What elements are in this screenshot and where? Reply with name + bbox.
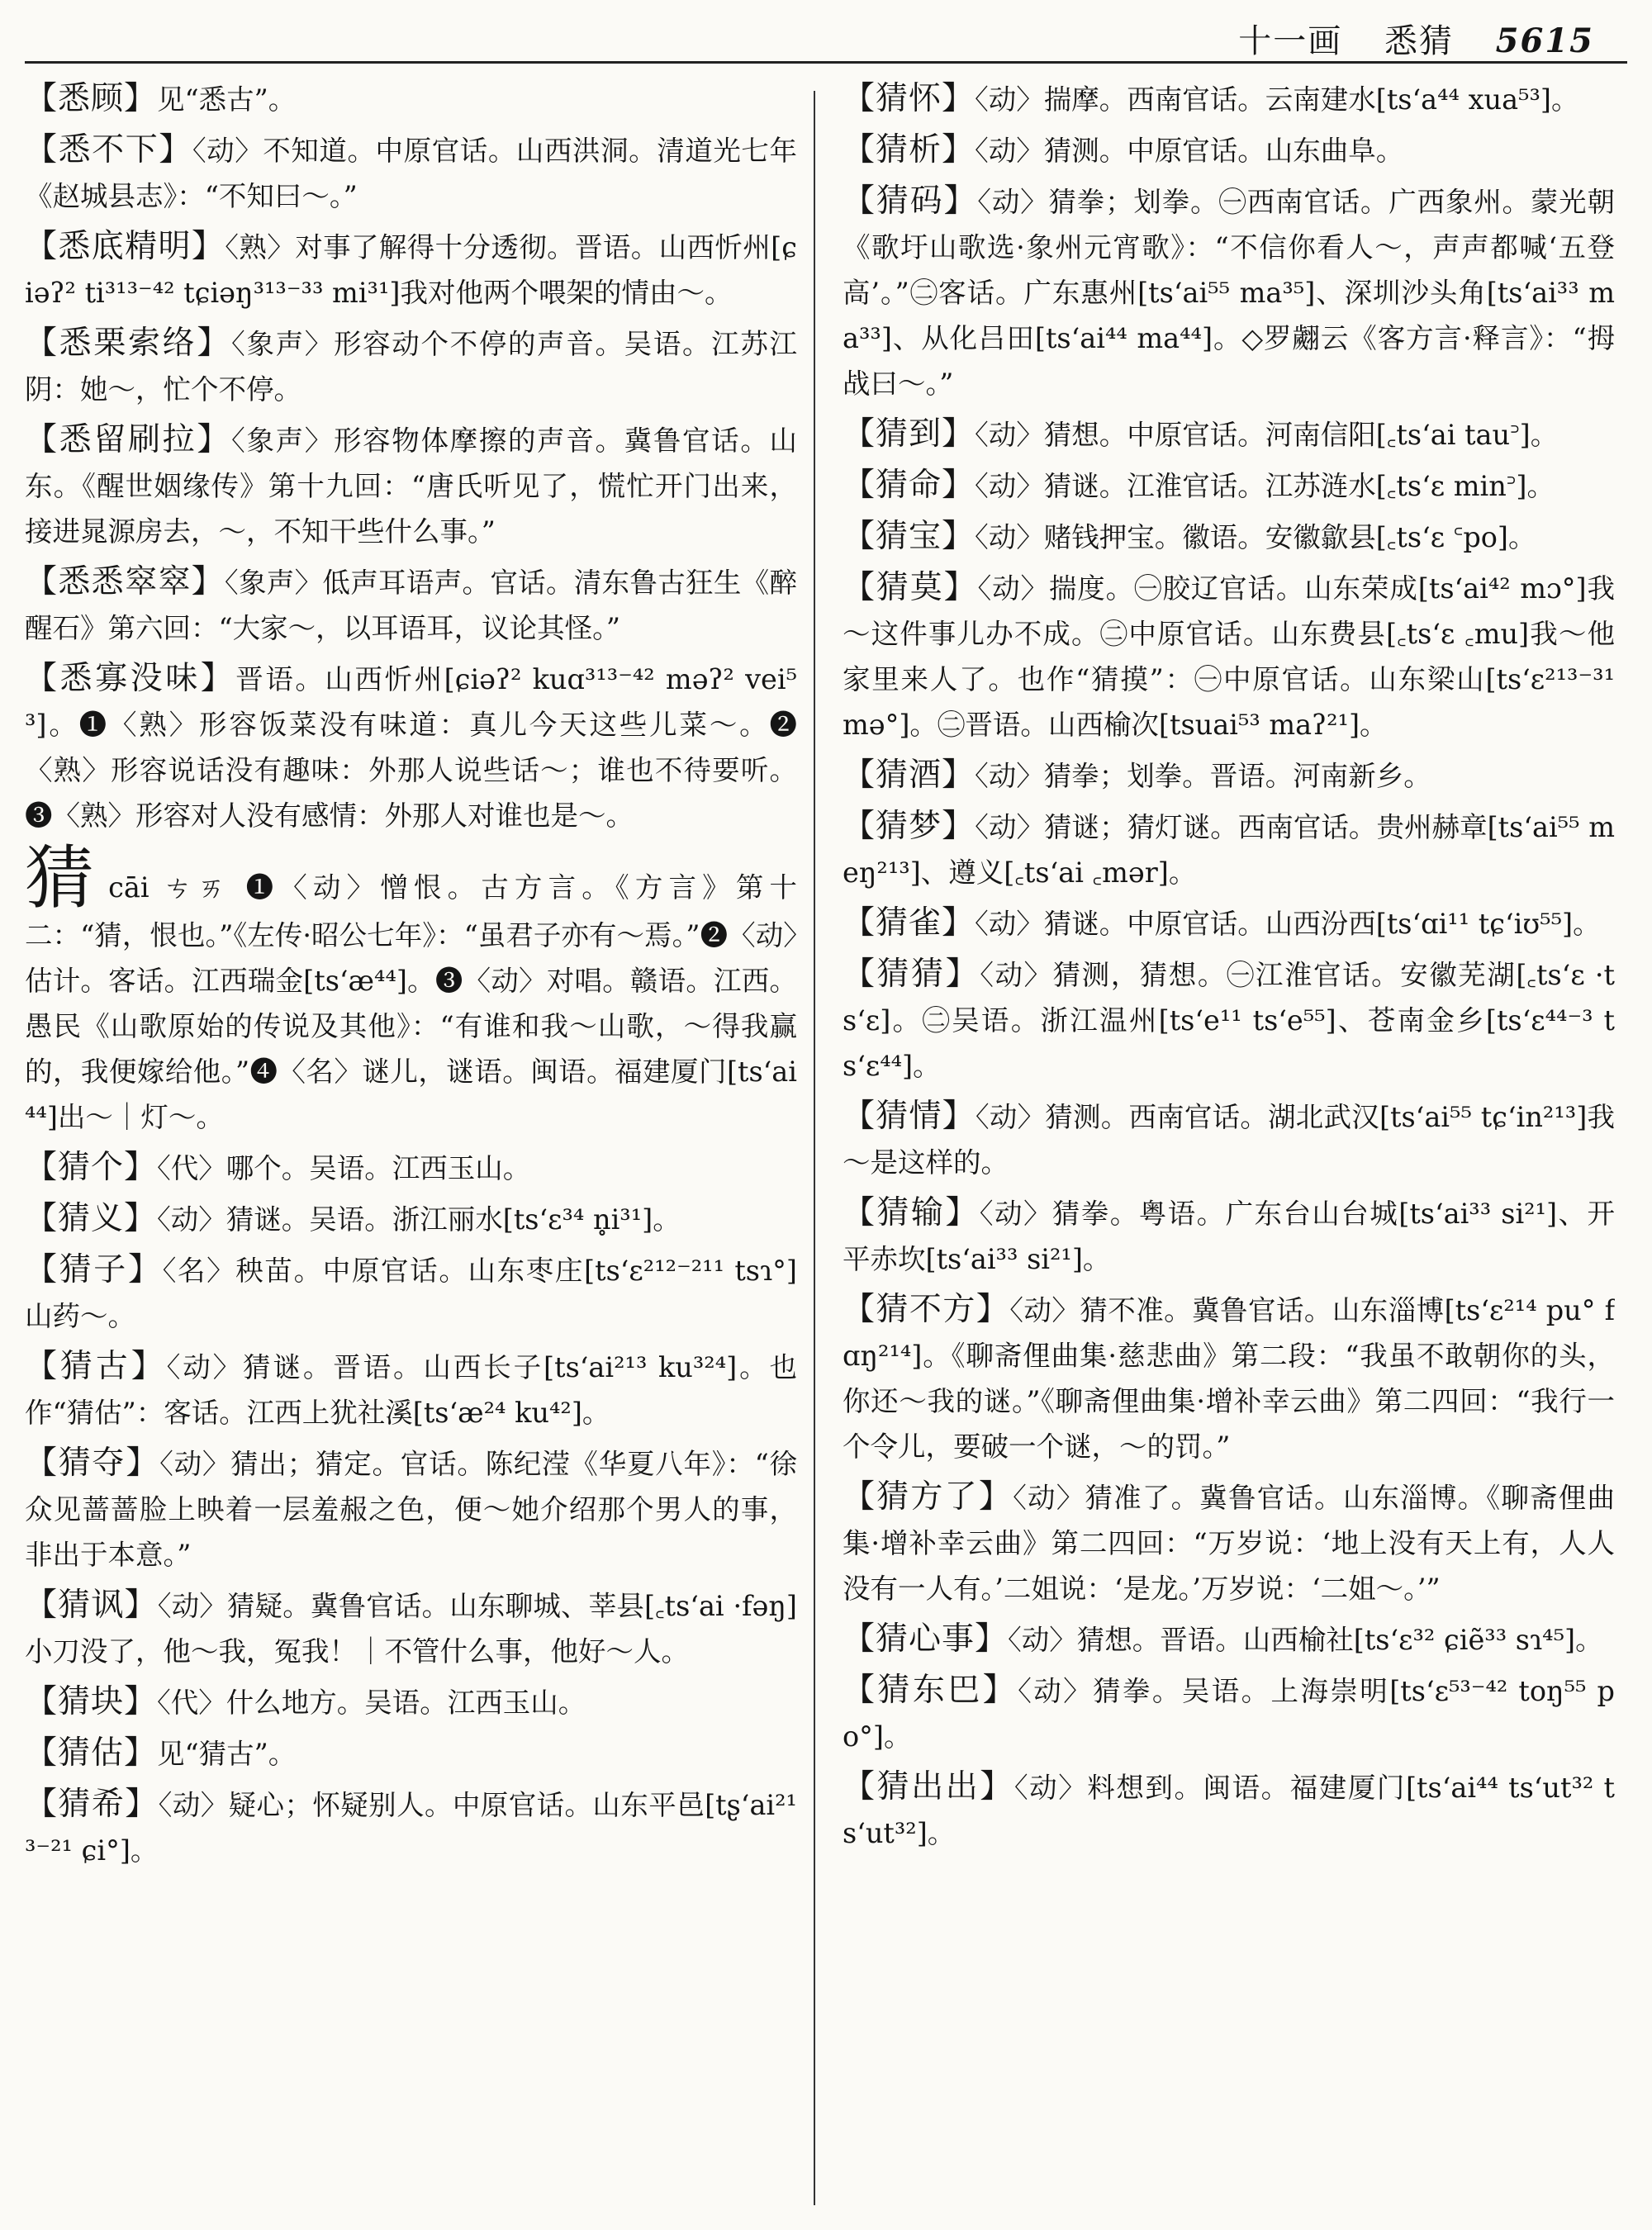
- dictionary-entry: [843, 804, 1615, 895]
- entry-headword: 【猜怀】: [843, 80, 976, 117]
- entry-headword: 【猜方了】: [843, 1478, 1014, 1516]
- right-column: [843, 76, 1615, 2215]
- entry-headword: 【猜莫】: [843, 569, 978, 606]
- dictionary-entry: [843, 1094, 1615, 1185]
- entry-definition: 见“悉古”。: [157, 83, 297, 116]
- dictionary-entry: [25, 1344, 797, 1435]
- dictionary-entry: [25, 559, 797, 651]
- entry-definition: 〈象声〉形容动个不停的声音。吴语。江苏江阴：她～，忙个不停。: [25, 328, 797, 406]
- entry-headword: 【悉不下】: [25, 131, 192, 168]
- entry-headword: 【猜讽】: [25, 1587, 158, 1624]
- dictionary-entry: [25, 320, 797, 412]
- entry-definition: 〈象声〉低声耳语声。官话。清东鲁古狂生《醉醒石》第六回：“大家～，以耳语耳，议论其怪。”: [25, 567, 797, 644]
- entry-definition: 〈动〉猜拳；划拳。㊀西南官话。广西象州。蒙光朝《歌圩山歌选·象州元宵歌》：“不信你看人～，声声都喊‘五登高’。”㊁客话。广东惠州[ts‘ai⁵⁵ ma³⁵]、深圳沙头角[ts‘ai³³ ma³³]、从化吕田[ts‘ai⁴⁴ ma⁴⁴]。◇罗翽云《客方言·释言》：“拇战曰～。”: [843, 186, 1615, 400]
- dictionary-entry: [843, 1190, 1615, 1282]
- entry-definition: 〈动〉猜出；猜定。官话。陈纪滢《华夏八年》：“徐众见蔷蔷脸上映着一层羞赧之色，便～她介绍那个男人的事，非出于本意。”: [25, 1448, 797, 1571]
- running-head: [1208, 15, 1594, 62]
- dictionary-entry: [25, 224, 797, 316]
- dictionary-entry: [843, 76, 1615, 122]
- stroke-section: 十一画: [1238, 22, 1343, 60]
- entry-definition: 〈动〉疑心；怀疑别人。中原官话。山东平邑[tʂ‘ai²¹³⁻²¹ ɕi°]。: [25, 1789, 797, 1867]
- entry-headword: 【猜梦】: [843, 808, 976, 845]
- entry-definition: 〈动〉猜想。中原官话。河南信阳[꜀ts‘ai tau꜄]。: [975, 419, 1559, 451]
- entry-definition: 〈动〉猜测，猜想。㊀江淮官话。安徽芜湖[꜀ts‘ɛ ·ts‘ɛ]。㊁吴语。浙江温州[ts‘e¹¹ ts‘e⁵⁵]、苍南金乡[ts‘ɛ⁴⁴⁻³ ts‘ɛ⁴⁴]。: [843, 959, 1615, 1082]
- entry-definition: 〈动〉猜疑。冀鲁官话。山东聊城、莘县[꜀ts‘ai ·fəŋ]小刀没了，他～我，冤我！｜不管什么事，他好～人。: [25, 1590, 797, 1668]
- entry-headword: 【猜酒】: [843, 757, 976, 794]
- entry-definition: 〈动〉猜测。中原官话。山东曲阜。: [975, 135, 1404, 167]
- dictionary-entry: [25, 1782, 797, 1873]
- dictionary-entry: [843, 411, 1615, 458]
- dictionary-entry: [843, 127, 1615, 173]
- dictionary-entry: [25, 1247, 797, 1339]
- dictionary-entry: [843, 514, 1615, 560]
- entry-headword: 【猜情】: [843, 1098, 976, 1135]
- dictionary-entry: [843, 178, 1615, 406]
- entry-headword: 【猜不方】: [843, 1291, 1010, 1328]
- entry-definition: 〈动〉猜谜。江淮官话。江苏涟水[꜀ts‘ɛ min꜄]。: [975, 470, 1555, 502]
- entry-headword: 【猜块】: [25, 1683, 158, 1720]
- entry-definition: 〈象声〉形容物体摩擦的声音。冀鲁官话。山东。《醒世姻缘传》第十九回：“唐氏听见了，慌忙开门出来，接进晁源房去，～，不知干些什么事。”: [25, 425, 797, 548]
- entry-definition: 〈动〉猜谜。中原官话。山西汾西[ts‘ɑi¹¹ tɕ‘iʊ⁵⁵]。: [975, 908, 1601, 940]
- dictionary-entry: [843, 1474, 1615, 1611]
- entry-definition: 〈动〉猜谜。晋语。山西长子[ts‘ai²¹³ ku³²⁴]。也作“猜估”：客话。江西上犹社溪[ts‘æ²⁴ ku⁴²]。: [25, 1351, 797, 1429]
- column-divider: [814, 91, 815, 2205]
- entry-definition: 〈熟〉对事了解得十分透彻。晋语。山西忻州[ɕiəʔ² ti³¹³⁻⁴² tɕiəŋ³¹³⁻³³ mi³¹]我对他两个喂架的情由～。: [25, 231, 797, 309]
- entry-headword: 【猜子】: [25, 1251, 163, 1288]
- entry-headword: 【猜猜】: [843, 956, 980, 993]
- page-header: [0, 0, 1652, 64]
- entry-headword: 【猜夺】: [25, 1445, 160, 1482]
- entry-definition: 晋语。山西忻州[ɕiəʔ² kuɑ³¹³⁻⁴² məʔ² vei⁵³]。❶〈熟〉形容饭菜没有味道：真儿今天这些儿菜～。❷〈熟〉形容说话没有趣味：外那人说些话～；谁也不待要听。❸〈熟〉形容对人没有感情：外那人对谁也是～。: [25, 663, 797, 832]
- entry-headword: 【悉悉窣窣】: [25, 563, 225, 600]
- entry-definition: 〈名〉秧苗。中原官话。山东枣庄[ts‘ɛ²¹²⁻²¹¹ tsɿ°]山药～。: [25, 1255, 797, 1332]
- entry-headword: 【悉顾】: [25, 80, 158, 117]
- entry-headword: 【猜估】: [25, 1734, 158, 1772]
- dictionary-entry: [25, 1730, 797, 1777]
- dictionary-entry: [25, 1582, 797, 1674]
- entry-definition: 〈动〉猜谜；猜灯谜。西南官话。贵州赫章[ts‘ai⁵⁵ meŋ²¹³]、遵义[꜀ts‘ai ꜀mər]。: [843, 811, 1615, 889]
- entry-headword: 【猜义】: [25, 1200, 158, 1237]
- entry-definition: 〈动〉猜拳；划拳。晋语。河南新乡。: [975, 760, 1431, 792]
- entry-definition: 〈动〉不知道。中原官话。山西洪洞。清道光七年《赵城县志》：“不知曰～。”: [25, 135, 797, 212]
- entry-definition: 见“猜古”。: [157, 1738, 297, 1770]
- left-column: [25, 76, 797, 2215]
- entry-headword: 【猜希】: [25, 1786, 159, 1823]
- entry-headword: 【猜雀】: [843, 904, 976, 942]
- entry-definition: 〈动〉猜准了。冀鲁官话。山东淄博。《聊斋俚曲集·增补幸云曲》第二四回：“万岁说：‘地上没有天上有，人人没有一人有。’二姐说：‘是龙。’万岁说：‘二姐～。’”: [843, 1482, 1615, 1605]
- dictionary-entry: [843, 1668, 1615, 1759]
- dictionary-entry: [843, 951, 1615, 1089]
- dictionary-entry: [25, 1679, 797, 1725]
- dictionary-entry: [25, 1196, 797, 1242]
- dictionary-entry: [843, 1764, 1615, 1856]
- entry-definition: 〈代〉哪个。吴语。江西玉山。: [157, 1152, 531, 1184]
- entry-definition: 〈动〉揣摩。西南官话。云南建水[ts‘a⁴⁴ xua⁵³]。: [975, 83, 1579, 116]
- entry-headword: 【猜心事】: [843, 1620, 1009, 1658]
- entry-headword: 【猜到】: [843, 415, 976, 453]
- entry-headword: 【悉留刷拉】: [25, 421, 232, 458]
- entry-definition: 〈动〉猜拳。粤语。广东台山台城[ts‘ai³³ si²¹]、开平赤坎[ts‘ai³³ si²¹]。: [843, 1198, 1615, 1275]
- dictionary-entry: [25, 127, 797, 219]
- dictionary-entry: [843, 565, 1615, 747]
- entry-headword: 【猜出出】: [843, 1768, 1014, 1805]
- header-rule: [25, 61, 1627, 64]
- dictionary-entry: [843, 1287, 1615, 1469]
- entry-headword: 【猜码】: [843, 183, 978, 220]
- entry-headword: 【猜个】: [25, 1149, 158, 1186]
- entry-headword: 【悉底精明】: [25, 228, 225, 265]
- entry-definition: 〈动〉料想到。闽语。福建厦门[ts‘ai⁴⁴ ts‘ut³² ts‘ut³²]。: [843, 1772, 1615, 1849]
- dictionary-entry: [843, 752, 1615, 799]
- entry-headword: 【猜命】: [843, 467, 976, 504]
- dictionary-entry: [843, 463, 1615, 509]
- entry-definition: 〈动〉揣度。㊀胶辽官话。山东荣成[ts‘ai⁴² mɔ°]我～这件事儿办不成。㊁中原官话。山东费县[꜀ts‘ɛ ꜀mu]我～他家里来人了。也作“猜摸”：㊀中原官话。山东梁山[ts‘ɛ²¹³⁻³¹ mə°]。㊁晋语。山西榆次[tsuai⁵³ maʔ²¹]。: [843, 572, 1615, 741]
- character-headword: 猜: [25, 837, 101, 918]
- page-number: 5615: [1495, 21, 1594, 60]
- character-entry: [25, 837, 797, 1140]
- entry-headword: 【猜东巴】: [843, 1672, 1018, 1709]
- dictionary-entry: [843, 900, 1615, 947]
- dictionary-entry: [25, 417, 797, 554]
- dictionary-entry: [25, 1145, 797, 1191]
- entry-headword: 【猜输】: [843, 1194, 980, 1231]
- entry-definition: 〈动〉猜不准。冀鲁官话。山东淄博[ts‘ɛ²¹⁴ pu° fɑŋ²¹⁴]。《聊斋俚曲集·慈悲曲》第二段：“我虽不敢朝你的头，你还～我的谜。”《聊斋俚曲集·增补幸云曲》第二四回：“我行一个令儿，要破一个谜，～的罚。”: [843, 1294, 1615, 1463]
- dictionary-entry: [843, 1616, 1615, 1663]
- entry-headword: 【猜古】: [25, 1348, 167, 1385]
- dictionary-entry: [25, 656, 797, 838]
- entry-definition: 〈动〉猜测。西南官话。湖北武汉[ts‘ai⁵⁵ tɕ‘in²¹³]我～是这样的。: [843, 1101, 1615, 1179]
- entry-definition: 〈动〉猜谜。吴语。浙江丽水[ts‘ɛ³⁴ n̥i³¹]。: [157, 1203, 681, 1236]
- entry-definition: 〈动〉赌钱押宝。徽语。安徽歙县[꜀ts‘ɛ ꜂po]。: [975, 521, 1536, 553]
- entry-headword: 【悉寡没味】: [25, 660, 236, 697]
- dictionary-entry: [25, 1440, 797, 1578]
- head-characters: 悉猜: [1384, 22, 1454, 60]
- entry-definition: 〈动〉猜拳。吴语。上海崇明[ts‘ɛ⁵³⁻⁴² toŋ⁵⁵ po°]。: [843, 1675, 1615, 1753]
- entry-headword: 【悉栗索络】: [25, 325, 232, 362]
- entry-definition: 〈代〉什么地方。吴语。江西玉山。: [157, 1687, 586, 1719]
- entry-headword: 【猜宝】: [843, 518, 976, 555]
- entry-definition: cāi ㄘㄞ ❶〈动〉憎恨。古方言。《方言》第十二：“猜，恨也。”《左传·昭公七年》：“虽君子亦有～焉。”❷〈动〉估计。客话。江西瑞金[ts‘æ⁴⁴]。❸〈动〉对唱。赣语。江西。愚民《山歌原始的传说及其他》：“有谁和我～山歌，～得我赢的，我便嫁给他。”❹〈名〉谜儿，谜语。闽语。福建厦门[ts‘ai⁴⁴]出～｜灯～。: [25, 871, 797, 1133]
- entry-definition: 〈动〉猜想。晋语。山西榆社[ts‘ɛ³² ɕiẽ³³ sɿ⁴⁵]。: [1008, 1624, 1603, 1656]
- dictionary-entry: [25, 76, 797, 122]
- entry-headword: 【猜析】: [843, 131, 976, 168]
